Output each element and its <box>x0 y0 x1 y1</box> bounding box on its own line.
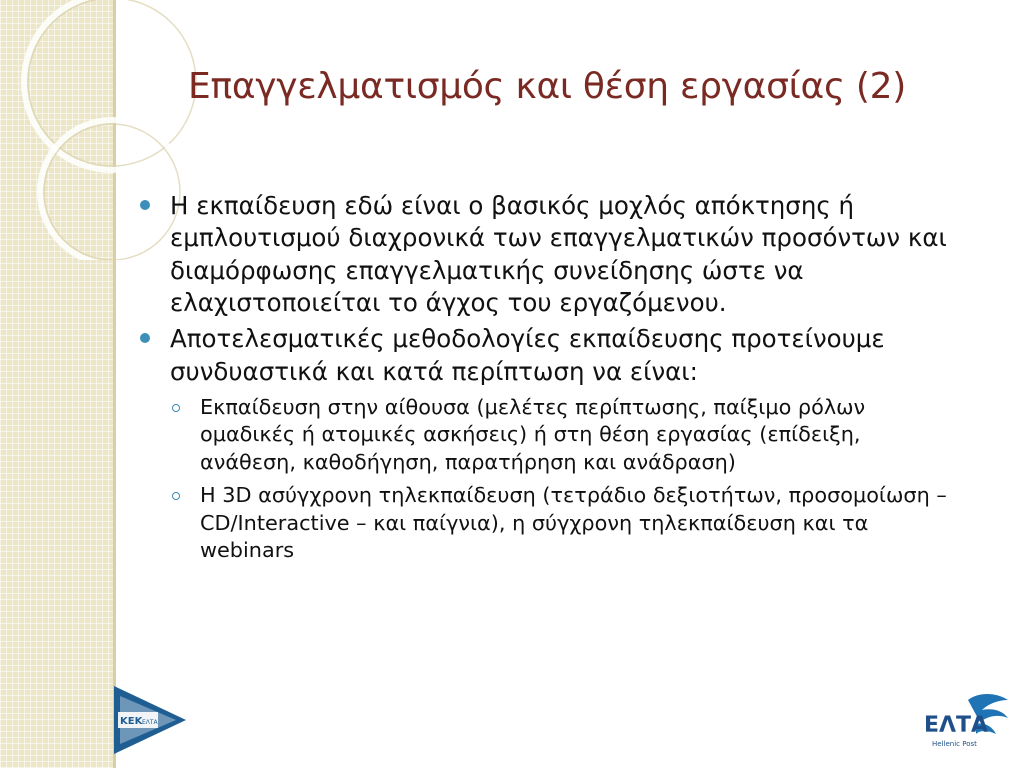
kek-logo-small-text: ΕΛΤΑ <box>142 719 158 726</box>
elta-logo-small-text: Hellenic Post <box>932 740 977 748</box>
bullet-item <box>140 190 960 319</box>
bullet-item <box>140 323 960 388</box>
bullet-text: Η εκπαίδευση εδώ είναι ο βασικός μοχλός απόκτησης ή εμπλουτισμού διαχρονικά των επαγγελματικών προσόντων και διαμόρφωσης επαγγελματικής συνείδησης ώστε να ελαχιστοποιείται το άγχος του εργαζόμενου. <box>170 191 947 317</box>
bullet-icon <box>140 200 150 210</box>
elta-logo <box>918 690 1018 754</box>
slide-content <box>140 190 960 565</box>
bullet-text: Αποτελεσματικές μεθοδολογίες εκπαίδευσης προτείνουμε συνδυαστικά και κατά περίπτωση να είναι: <box>170 324 885 386</box>
sub-bullet-text: Εκπαίδευση στην αίθουσα (μελέτες περίπτωσης, παίξιμο ρόλων ομαδικές ή ατομικές ασκήσεις) ή στη θέση εργασίας (επίδειξη, ανάθεση, καθοδήγηση, παρατήρηση και ανάδραση) <box>200 394 866 474</box>
sub-bullet-icon <box>172 492 180 500</box>
sub-bullet-text: Η 3D ασύγχρονη τηλεκπαίδευση (τετράδιο δεξιοτήτων, προσομοίωση – CD/Interactive – και παίγνια), η σύγχρονη τηλεκπαίδευση και τα webinars <box>200 483 947 563</box>
kek-logo-text: KEK <box>120 716 143 727</box>
bullet-icon <box>140 333 150 343</box>
sub-bullet-item <box>140 482 960 564</box>
kek-logo <box>110 684 190 756</box>
slide-title: Επαγγελματισμός και θέση εργασίας (2) <box>188 66 907 107</box>
sub-bullet-icon <box>172 404 180 412</box>
elta-logo-text: ΕΛΤΑ <box>924 713 989 738</box>
sub-bullet-item <box>140 394 960 476</box>
